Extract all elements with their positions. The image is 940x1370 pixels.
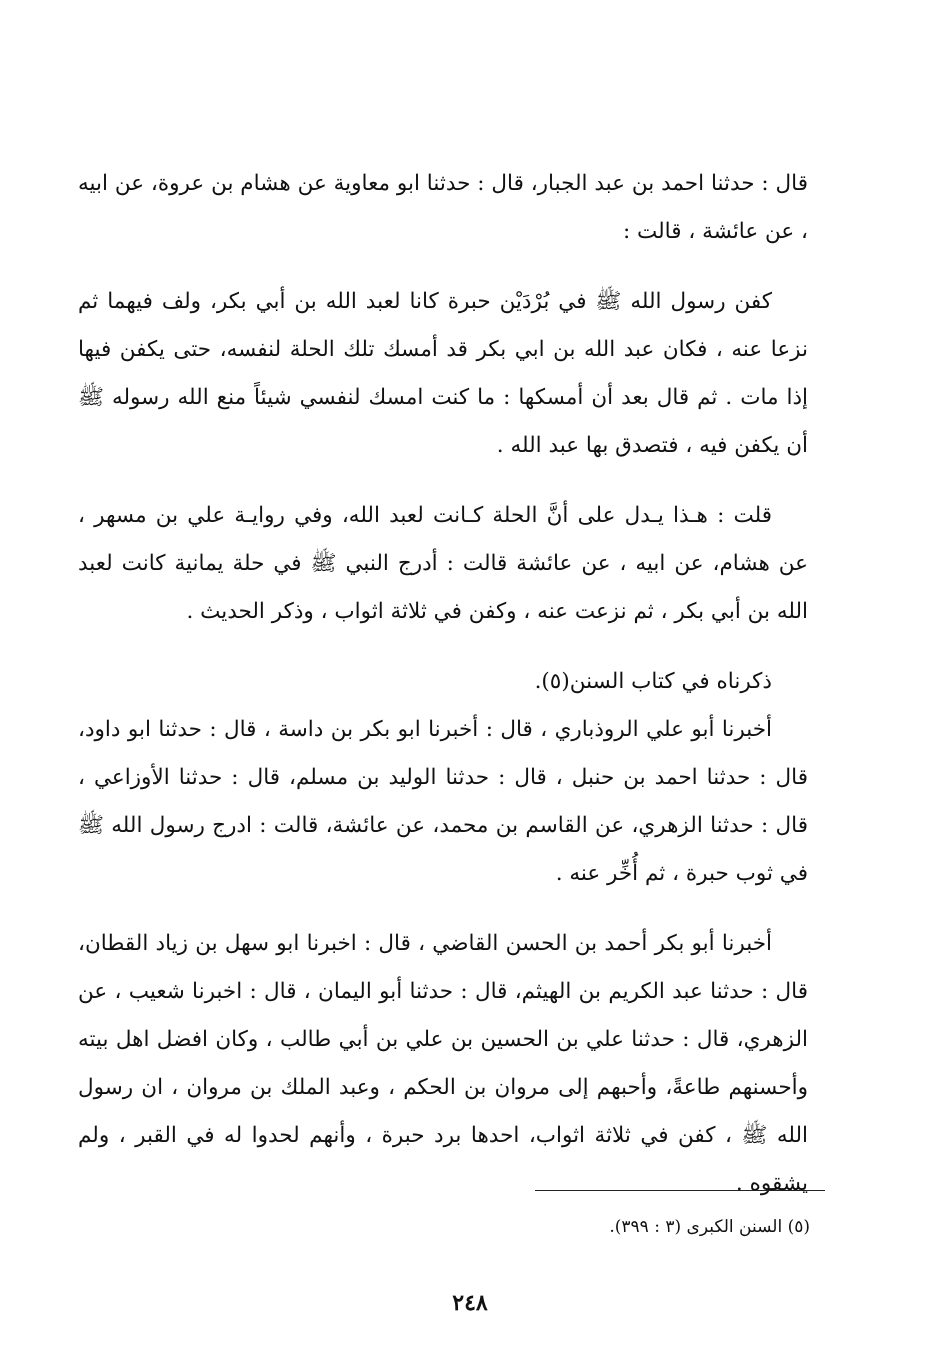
footnote-divider: [535, 1190, 825, 1191]
paragraph-rudhbari-isnad: أخبرنا أبو علي الروذباري ، قال : أخبرنا ابو بكر بن داسة ، قال : حدثنا ابو داود، قال : حدثنا احمد بن حنبل ، قال : حدثنا الوليد بن مسلم، قال : حدثنا الأوزاعي ، قال : حدثنا الزهري، عن القاسم بن محمد، عن عائشة، قالت : ادرج رسول الله ﷺ في ثوب حبرة ، ثم أُخِّر عنه .: [78, 717, 808, 886]
page-body: [78, 160, 808, 1230]
paragraph-qadi-isnad: أخبرنا أبو بكر أحمد بن الحسن القاضي ، قال : اخبرنا ابو سهل بن زياد القطان، قال : حدثنا عبد الكريم بن الهيثم، قال : حدثنا أبو اليمان ، قال : اخبرنا شعيب ، عن الزهري، قال : حدثنا علي بن الحسين بن علي بن أبي طالب ، وكان افضل اهل بيته وأحسنهم طاعةً، وأحبهم إلى مروان بن الحكم ، وعبد الملك بن مروان ، ان رسول الله ﷺ ، كفن في ثلاثة اثواب، احدها برد حبرة ، وأنهم لحدوا له في القبر ، ولم يشقوه .: [78, 931, 808, 1196]
page-number: ٢٤٨: [452, 1290, 488, 1316]
paragraph-kafan-burdayn: كفن رسول الله ﷺ في بُرْدَيْن حبرة كانا لعبد الله بن أبي بكر، ولف فيهما ثم نزعا عنه ، فكان عبد الله بن ابي بكر قد أمسك تلك الحلة لنفسه، حتى يكفن فيها إذا مات . ثم قال بعد أن أمسكها : ما كنت امسك لنفسي شيئاً منع الله رسوله ﷺ أن يكفن فيه ، فتصدق بها عبد الله .: [78, 289, 808, 458]
paragraph-sunan-reference: ذكرناه في كتاب السنن(٥).: [534, 669, 772, 694]
paragraph-isnad-aisha: قال : حدثنا احمد بن عبد الجبار، قال : حدثنا ابو معاوية عن هشام بن عروة، عن ابيه ، عن عائشة ، قالت :: [78, 171, 808, 244]
footnote: (٥) السنن الكبرى (٣ : ٣٩٩).: [609, 1217, 810, 1237]
paragraph-qultu: قلت : هـذا يـدل على أنَّ الحلة كـانت لعبد الله، وفي روايـة علي بن مسهر ، عن هشام، عن ابيه ، عن عائشة قالت : أدرج النبي ﷺ في حلة يمانية كانت لعبد الله بن أبي بكر ، ثم نزعت عنه ، وكفن في ثلاثة اثواب ، وذكر الحديث .: [78, 503, 808, 624]
